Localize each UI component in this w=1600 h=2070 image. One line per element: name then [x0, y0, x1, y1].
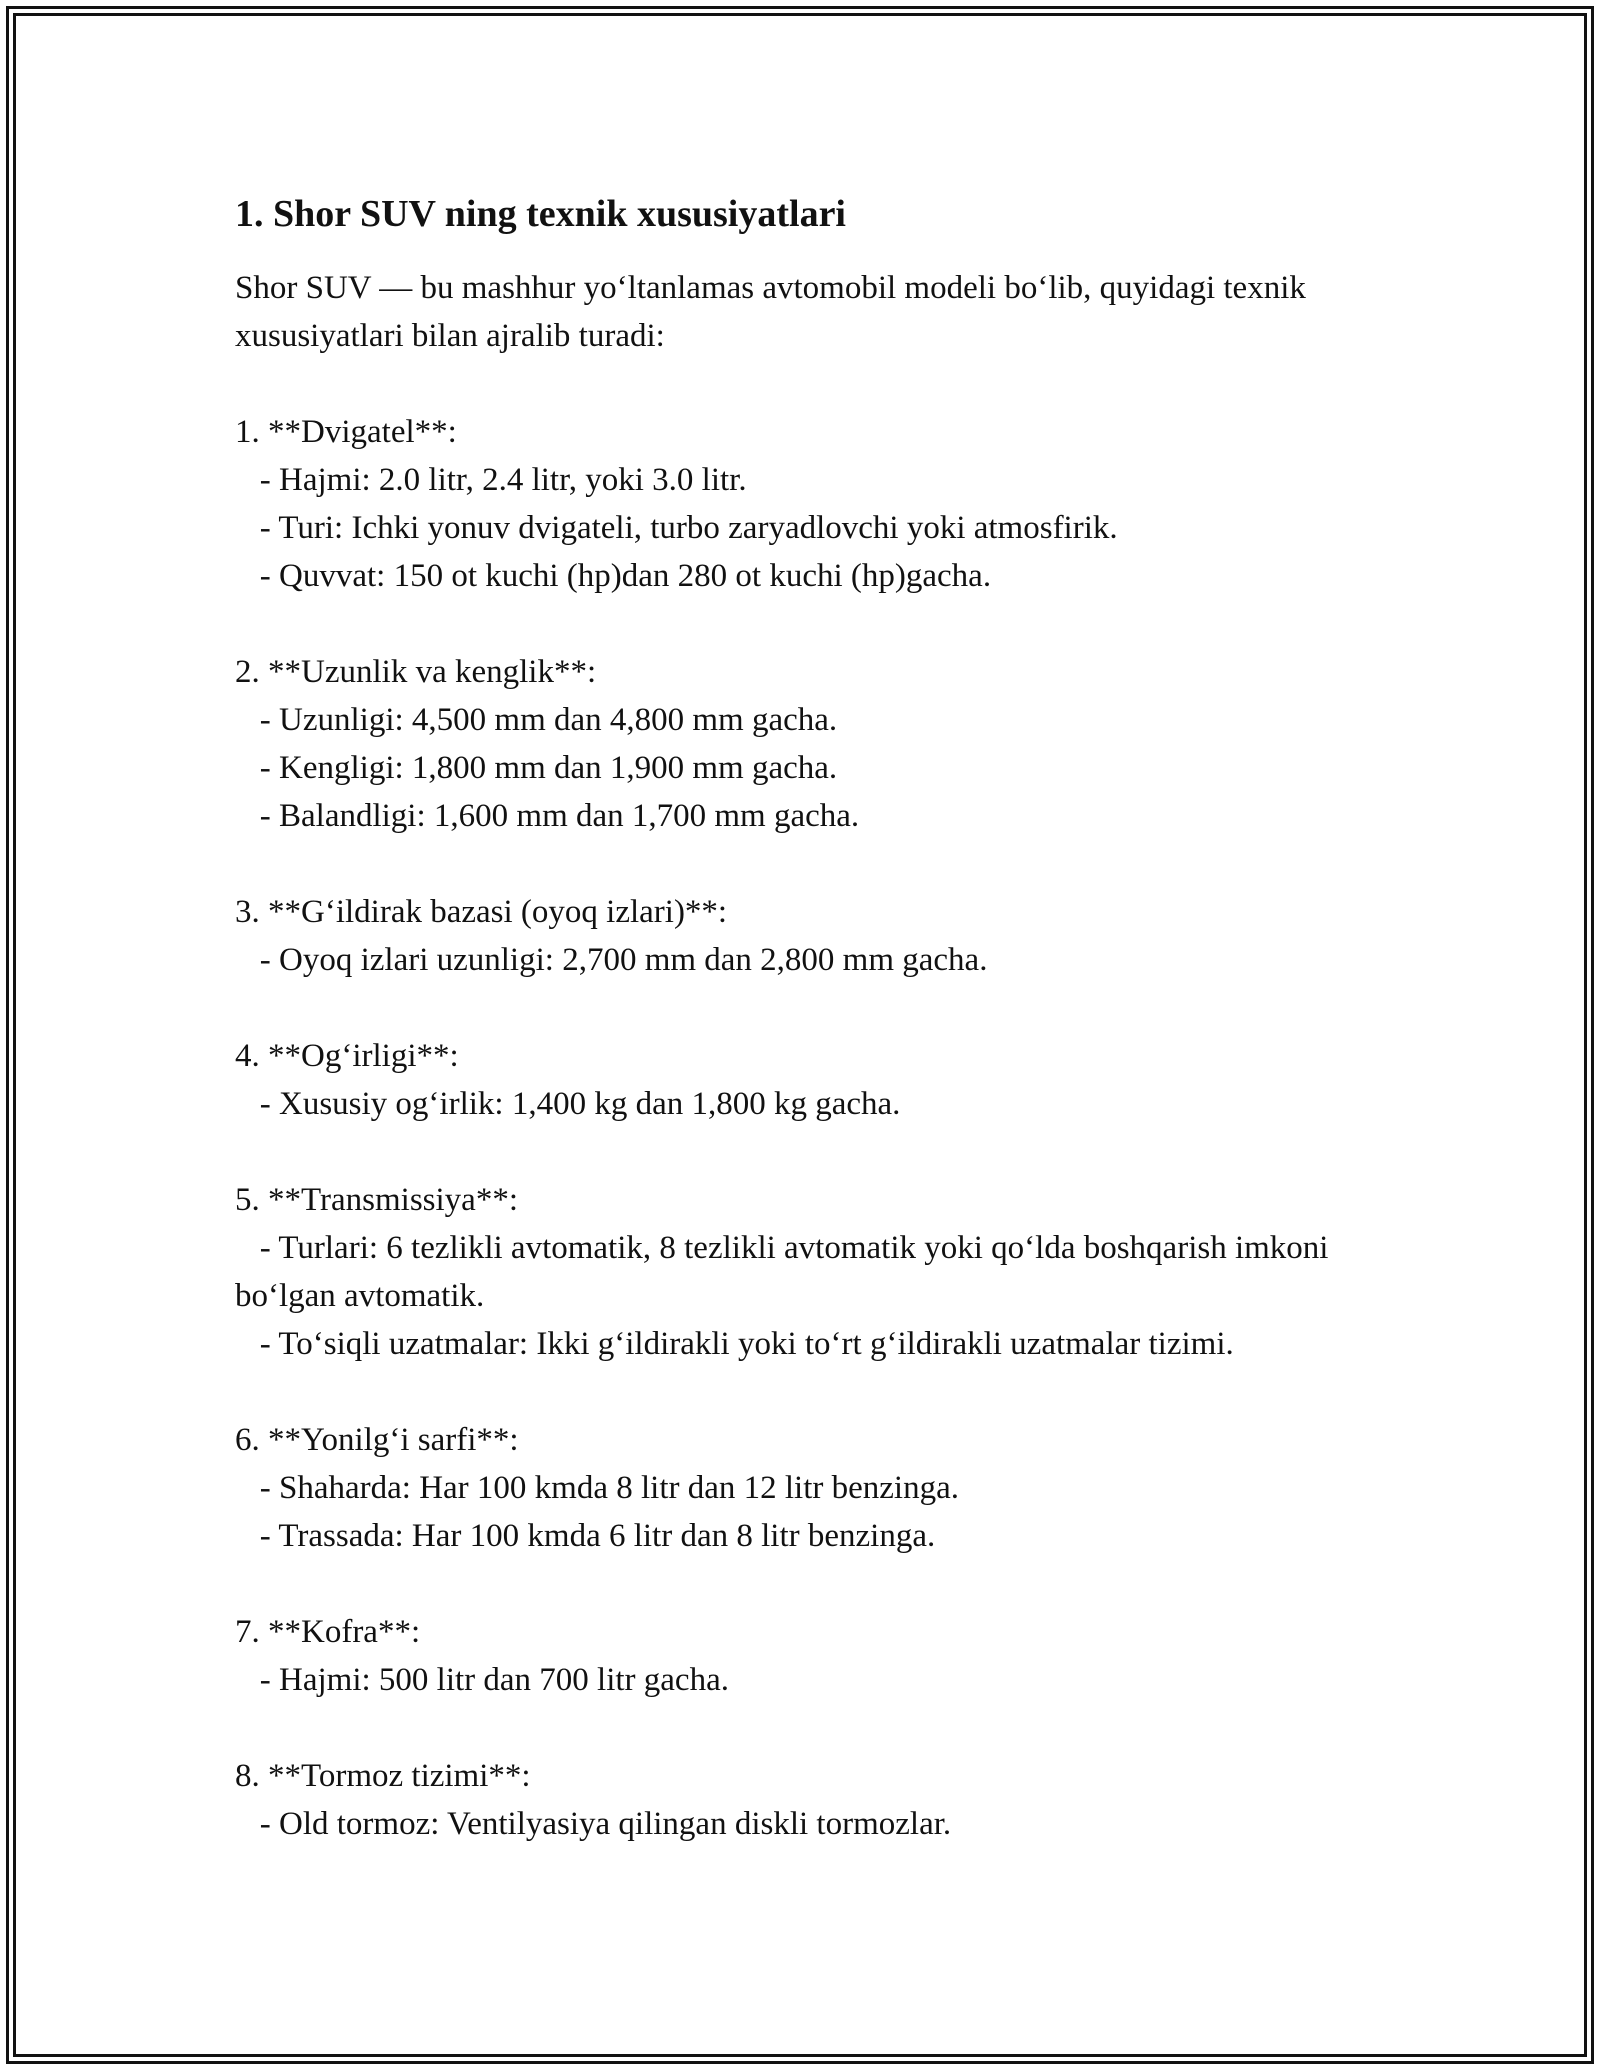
- item-dash: -: [235, 1230, 279, 1266]
- spec-sections: [235, 408, 1395, 1848]
- item-text: Xususiy og‘irlik: 1,400 kg dan 1,800 kg gacha.: [279, 1086, 901, 1122]
- spec-section: [235, 648, 1395, 840]
- item-dash: -: [235, 798, 279, 834]
- section-heading: 7. **Kofra**:: [235, 1614, 421, 1650]
- spec-section: [235, 1176, 1395, 1368]
- spec-item: [235, 696, 1395, 744]
- spec-section: [235, 1752, 1395, 1848]
- item-text: Oyoq izlari uzunligi: 2,700 mm dan 2,800 mm gacha.: [279, 942, 988, 978]
- spec-item: [235, 1224, 1395, 1320]
- document-title: 1. Shor SUV ning texnik xususiyatlari: [235, 193, 846, 235]
- spec-item: [235, 936, 1395, 984]
- item-text: Turlari: 6 tezlikli avtomatik, 8 tezlikli avtomatik yoki qo‘lda boshqarish imkoni bo‘lgan avtomatik.: [235, 1230, 1329, 1314]
- spec-item: [235, 1800, 1395, 1848]
- item-dash: -: [235, 462, 279, 498]
- item-text: Kengligi: 1,800 mm dan 1,900 mm gacha.: [279, 750, 838, 786]
- item-text: Uzunligi: 4,500 mm dan 4,800 mm gacha.: [279, 702, 838, 738]
- item-dash: -: [235, 510, 279, 546]
- spec-section: [235, 888, 1395, 984]
- item-text: Balandligi: 1,600 mm dan 1,700 mm gacha.: [279, 798, 860, 834]
- spec-item: [235, 1656, 1395, 1704]
- section-heading: 6. **Yonilg‘i sarfi**:: [235, 1422, 519, 1458]
- item-dash: -: [235, 1518, 279, 1554]
- item-text: Hajmi: 2.0 litr, 2.4 litr, yoki 3.0 litr.: [279, 462, 747, 498]
- spec-item: [235, 1320, 1395, 1368]
- spec-item: [235, 1512, 1395, 1560]
- section-heading: 1. **Dvigatel**:: [235, 414, 457, 450]
- intro-paragraph: Shor SUV — bu mashhur yo‘ltanlamas avtomobil modeli bo‘lib, quyidagi texnik xususiyatlari bilan ajralib turadi:: [235, 270, 1306, 354]
- item-text: Trassada: Har 100 kmda 6 litr dan 8 litr benzinga.: [278, 1518, 936, 1554]
- item-text: Shaharda: Har 100 kmda 8 litr dan 12 litr benzinga.: [279, 1470, 959, 1506]
- section-heading: 4. **Og‘irligi**:: [235, 1038, 459, 1074]
- spec-item: [235, 792, 1395, 840]
- spec-item: [235, 1080, 1395, 1128]
- item-text: Hajmi: 500 litr dan 700 litr gacha.: [279, 1662, 729, 1698]
- item-dash: -: [235, 1806, 279, 1842]
- spec-section: [235, 408, 1395, 600]
- section-heading: 3. **G‘ildirak bazasi (oyoq izlari)**:: [235, 894, 728, 930]
- spec-item: [235, 744, 1395, 792]
- spec-item: [235, 456, 1395, 504]
- item-text: To‘siqli uzatmalar: Ikki g‘ildirakli yoki to‘rt g‘ildirakli uzatmalar tizimi.: [278, 1326, 1234, 1362]
- item-dash: -: [235, 558, 279, 594]
- section-heading: 8. **Tormoz tizimi**:: [235, 1758, 531, 1794]
- item-text: Turi: Ichki yonuv dvigateli, turbo zaryadlovchi yoki atmosfirik.: [278, 510, 1118, 546]
- section-heading: 2. **Uzunlik va kenglik**:: [235, 654, 597, 690]
- item-dash: -: [235, 750, 279, 786]
- spec-section: [235, 1416, 1395, 1560]
- item-dash: -: [235, 1662, 279, 1698]
- document-body: [235, 186, 1395, 1848]
- section-heading: 5. **Transmissiya**:: [235, 1182, 518, 1218]
- item-text: Quvvat: 150 ot kuchi (hp)dan 280 ot kuchi (hp)gacha.: [279, 558, 992, 594]
- item-text: Old tormoz: Ventilyasiya qilingan diskli tormozlar.: [279, 1806, 952, 1842]
- item-dash: -: [235, 702, 279, 738]
- spec-item: [235, 1464, 1395, 1512]
- item-dash: -: [235, 1470, 279, 1506]
- item-dash: -: [235, 1326, 279, 1362]
- item-dash: -: [235, 1086, 279, 1122]
- spec-item: [235, 552, 1395, 600]
- item-dash: -: [235, 942, 279, 978]
- spec-section: [235, 1032, 1395, 1128]
- spec-item: [235, 504, 1395, 552]
- spec-section: [235, 1608, 1395, 1704]
